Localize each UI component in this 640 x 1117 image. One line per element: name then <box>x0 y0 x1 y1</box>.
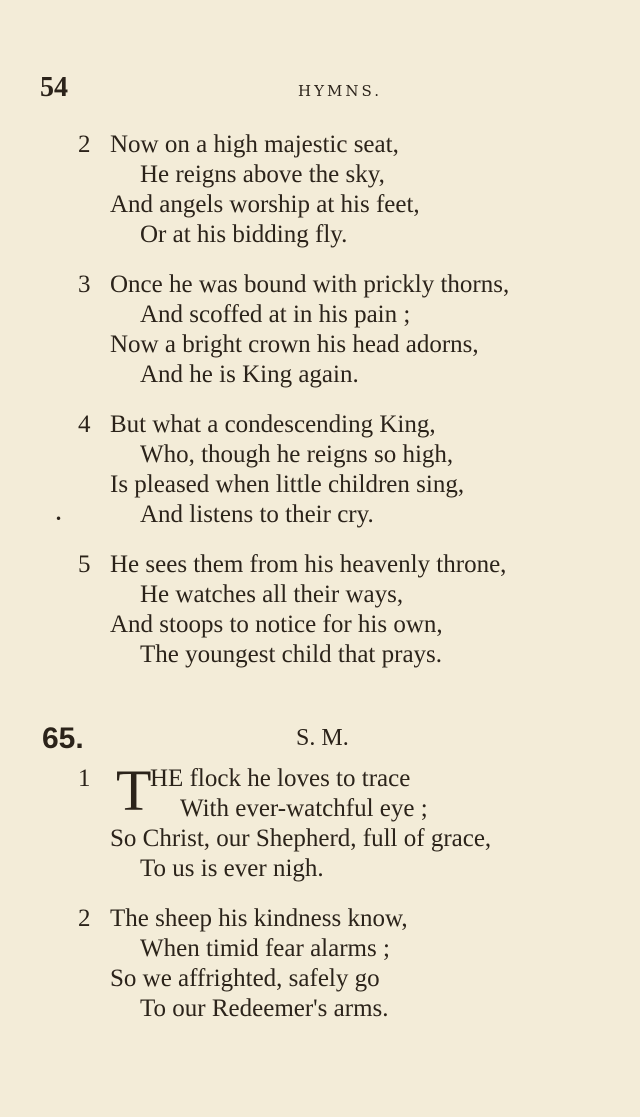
stanza-number: 2 <box>78 131 91 158</box>
verse-line: So Christ, our Shepherd, full of grace, <box>110 825 492 852</box>
stanza-number: 2 <box>78 905 91 932</box>
stanza-number: 1 <box>78 765 91 792</box>
verse-line: Who, though he reigns so high, <box>140 441 454 468</box>
verse-line: Now a bright crown his head adorns, <box>110 331 479 358</box>
verse-line: HE flock he loves to trace <box>150 765 411 792</box>
verse-line: And scoffed at in his pain ; <box>140 301 411 328</box>
verse-line: With ever-watchful eye ; <box>180 795 428 822</box>
verse-line: And listens to their cry. <box>140 501 374 528</box>
verse-line: To us is ever nigh. <box>140 855 324 882</box>
stanza-number: 4 <box>78 411 91 438</box>
hymn-meter: S. M. <box>296 725 349 751</box>
verse-line: And he is King again. <box>140 361 359 388</box>
verse-line: Or at his bidding fly. <box>140 221 348 248</box>
running-head: HYMNS. <box>298 82 382 100</box>
verse-line: The youngest child that prays. <box>140 641 443 668</box>
verse-line: To our Redeemer's arms. <box>140 995 389 1022</box>
verse-line: Is pleased when little children sing, <box>110 471 465 498</box>
verse-line: So we affrighted, safely go <box>110 965 380 992</box>
verse-line: But what a condescending King, <box>110 411 436 438</box>
verse-line: Once he was bound with prickly thorns, <box>110 271 510 298</box>
page-number: 54 <box>40 72 68 103</box>
verse-line: He sees them from his heavenly throne, <box>110 551 507 578</box>
verse-line: And angels worship at his feet, <box>110 191 420 218</box>
margin-mark: • <box>55 512 63 526</box>
verse-line: When timid fear alarms ; <box>140 935 390 962</box>
verse-line: And stoops to notice for his own, <box>110 611 443 638</box>
verse-line: The sheep his kindness know, <box>110 905 408 932</box>
verse-line: He watches all their ways, <box>140 581 404 608</box>
stanza-number: 5 <box>78 551 91 578</box>
stanza-number: 3 <box>78 271 91 298</box>
verse-line: Now on a high majestic seat, <box>110 131 399 158</box>
hymn-number: 65. <box>42 722 84 755</box>
page-header <box>0 72 640 106</box>
drop-cap: T <box>116 758 152 823</box>
verse-line: He reigns above the sky, <box>140 161 385 188</box>
